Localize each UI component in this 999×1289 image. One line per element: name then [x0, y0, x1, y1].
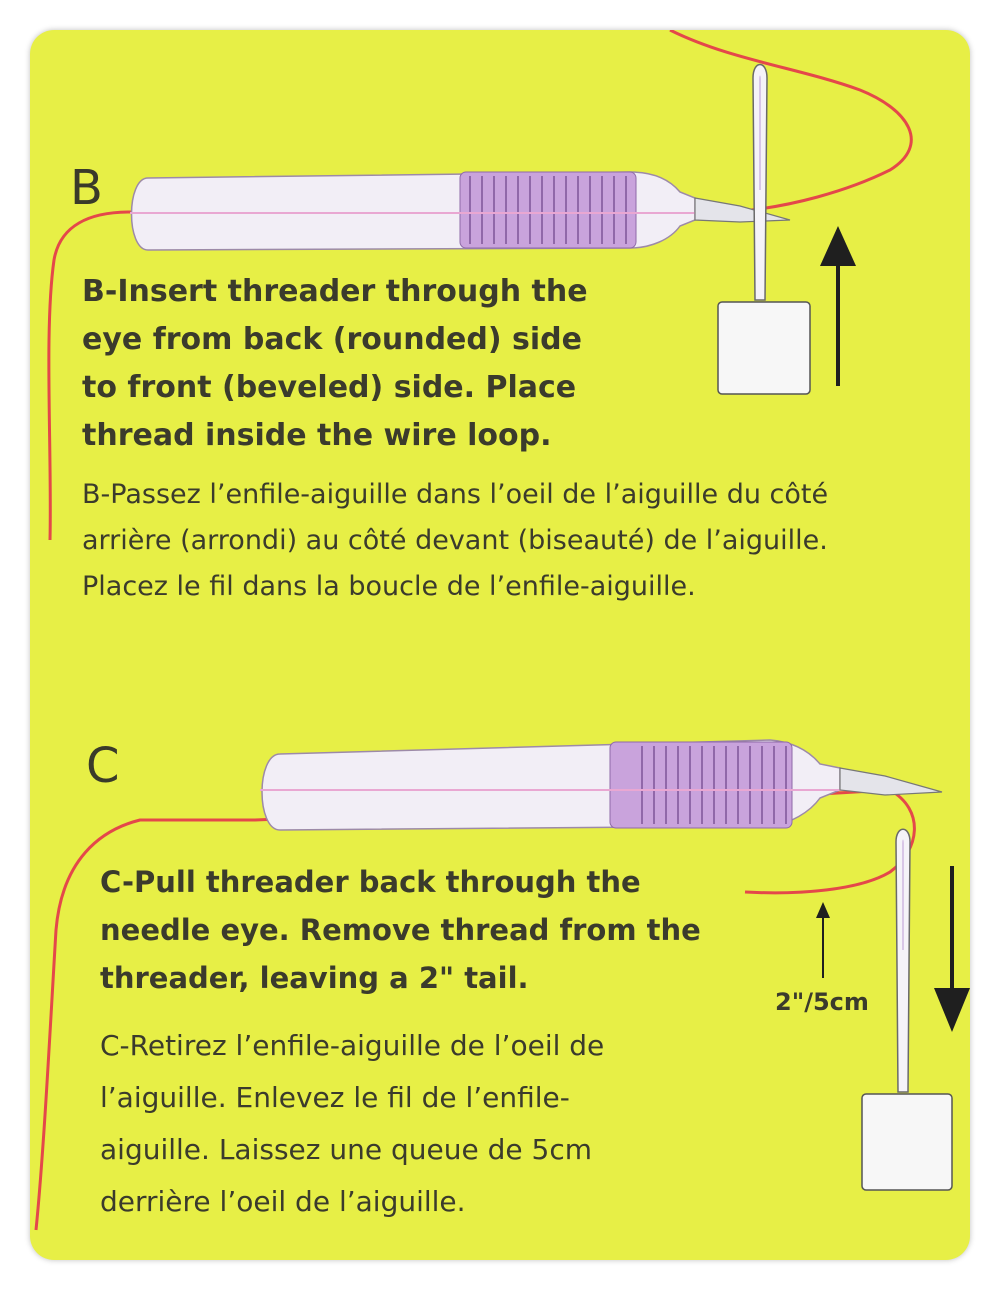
grip-b [460, 172, 636, 248]
arrow-down-icon [934, 866, 970, 1032]
threader-b [130, 172, 790, 250]
grip-c [610, 742, 792, 828]
section-c-fr-line: aiguille. Laissez une queue de 5cm [100, 1133, 592, 1166]
section-c-instruction-en [100, 858, 701, 1002]
needle-b-base [718, 302, 810, 394]
needle-b [718, 65, 810, 395]
measure-arrow-icon [816, 902, 830, 978]
section-b-instruction-en [82, 268, 588, 460]
section-c-en-line: needle eye. Remove thread from the [100, 913, 701, 947]
section-b-fr-line: Placez le fil dans la boucle de l’enfile-aiguille. [82, 571, 696, 602]
section-c-en-line: threader, leaving a 2" tail. [100, 961, 529, 995]
section-b-fr-line: B-Passez l’enfile-aiguille dans l’oeil de l’aiguille du côté [82, 479, 829, 510]
needle-c [862, 829, 952, 1190]
measurement-label: 2"/5cm [775, 988, 869, 1016]
section-b-instruction-fr [82, 472, 828, 610]
instruction-card [30, 30, 970, 1260]
needle-c-base [862, 1094, 952, 1190]
section-b-en-line: B-Insert threader through the [82, 274, 588, 309]
arrow-up-icon [820, 226, 856, 386]
section-b-fr-line: arrière (arrondi) au côté devant (biseauté) de l’aiguille. [82, 525, 828, 556]
section-c-instruction-fr [100, 1020, 604, 1228]
section-b-en-line: eye from back (rounded) side [82, 322, 582, 357]
section-b-letter: B [70, 160, 103, 216]
section-b-en-line: to front (beveled) side. Place [82, 370, 577, 405]
section-c-fr-line: derrière l’oeil de l’aiguille. [100, 1185, 466, 1218]
section-c-fr-line: C-Retirez l’enfile-aiguille de l’oeil de [100, 1029, 605, 1062]
threader-c [260, 740, 942, 830]
section-c-letter: C [86, 738, 120, 794]
section-b-en-line: thread inside the wire loop. [82, 418, 552, 453]
section-c-fr-line: l’aiguille. Enlevez le fil de l’enfile- [100, 1081, 570, 1114]
section-c-en-line: C-Pull threader back through the [100, 865, 641, 899]
